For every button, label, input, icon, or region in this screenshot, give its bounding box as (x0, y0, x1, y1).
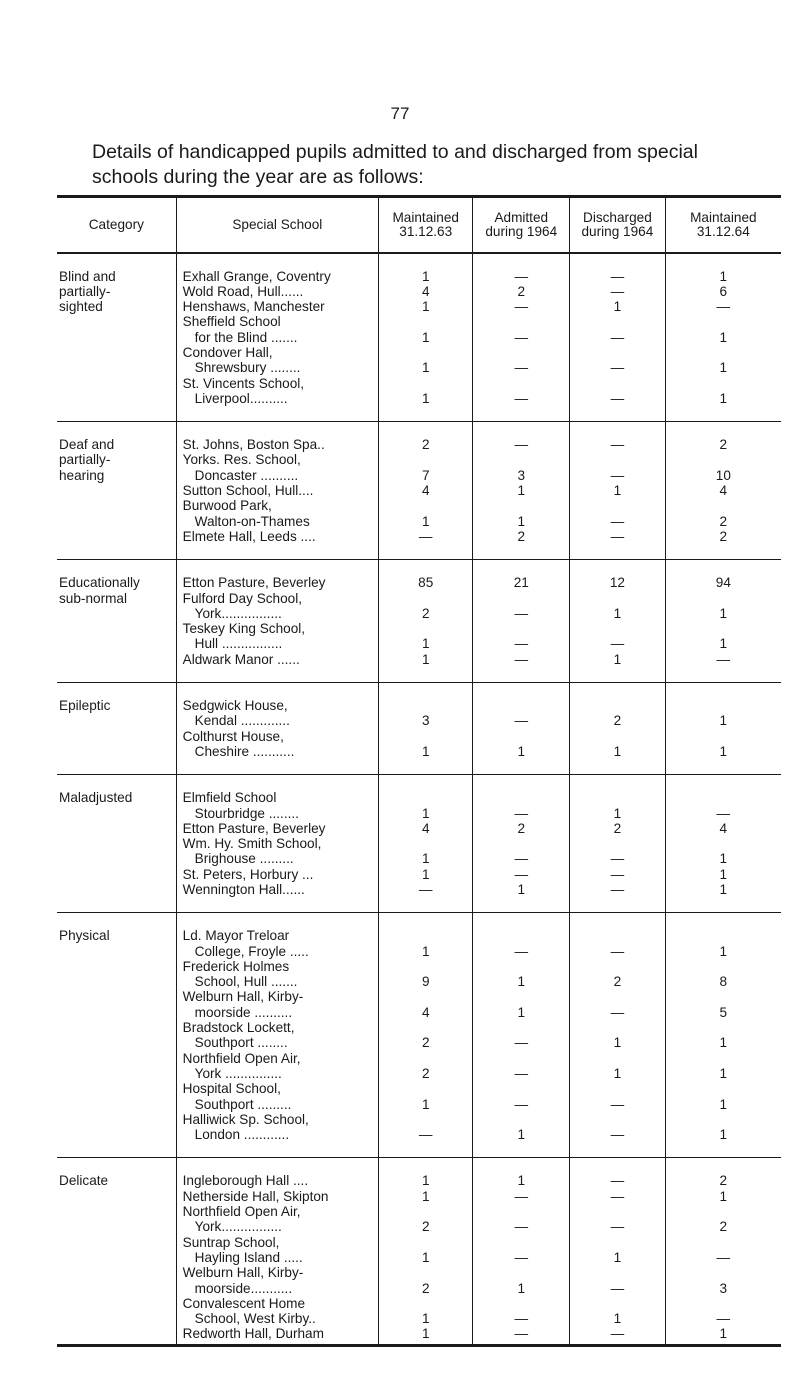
admitted-value: — (473, 606, 570, 621)
table-row (57, 1173, 781, 1188)
maintained-1963-value: 1 (379, 1326, 473, 1341)
maintained-1963-value: 1 (379, 1173, 473, 1188)
table-row (57, 944, 781, 959)
maintained-1963-value: — (379, 1127, 473, 1142)
school-name: Welburn Hall, Kirby- (176, 1265, 378, 1280)
maintained-1964-value: 5 (719, 1004, 728, 1020)
school-name: Burwood Park, (176, 498, 378, 513)
maintained-1963-value: 4 (379, 1005, 473, 1020)
maintained-1963-value: 1 (379, 391, 473, 406)
maintained-1964-value: 1 (719, 943, 728, 959)
table-row (57, 867, 781, 882)
admitted-value: — (473, 1035, 570, 1050)
admitted-value: — (473, 713, 570, 728)
discharged-value: — (570, 867, 666, 882)
table-row (57, 1066, 781, 1081)
discharged-value: — (570, 330, 666, 345)
school-name: Yorks. Res. School, (176, 452, 378, 467)
maintained-1964-value: 3 (719, 1280, 728, 1296)
maintained-1963-value: 1 (379, 867, 473, 882)
discharged-value: 1 (570, 652, 666, 667)
discharged-value: 2 (570, 821, 666, 836)
table-row (57, 284, 781, 299)
admitted-value: — (473, 269, 570, 284)
school-name: Redworth Hall, Durham (176, 1326, 378, 1341)
category-label: Maladjusted (57, 790, 176, 805)
school-name: School, West Kirby.. (176, 1311, 378, 1326)
table-row (57, 1281, 781, 1296)
school-name: Stourbridge ........ (176, 806, 378, 821)
category-group (57, 560, 781, 683)
maintained-1964-value: — (716, 651, 731, 667)
admitted-value: 1 (473, 1005, 570, 1020)
school-name: York................ (176, 606, 378, 621)
header-maintained-1964: Maintained 31.12.64 (665, 197, 781, 253)
maintained-1964-value: 1 (719, 851, 728, 867)
maintained-1964-value: — (716, 299, 731, 315)
table-row (57, 1112, 781, 1127)
maintained-1964-value: 1 (719, 360, 728, 376)
school-name: Halliwick Sp. School, (176, 1112, 378, 1127)
school-name: Colthurst House, (176, 729, 378, 744)
admitted-value: 21 (473, 575, 570, 590)
table-row (57, 1204, 781, 1219)
discharged-value: 12 (570, 575, 666, 590)
table-row (57, 744, 781, 759)
discharged-value: — (570, 284, 666, 299)
school-name: Wm. Hy. Smith School, (176, 836, 378, 851)
maintained-1963-value: 2 (379, 606, 473, 621)
table-row (57, 1127, 781, 1142)
discharged-value: — (570, 1189, 666, 1204)
school-name: School, Hull ....... (176, 974, 378, 989)
table-row (57, 437, 781, 452)
table-row (57, 1326, 781, 1341)
header-discharged: Discharged during 1964 (570, 197, 666, 253)
discharged-value: 1 (570, 299, 666, 314)
maintained-1964-value: 1 (719, 268, 728, 284)
category-group (57, 253, 781, 422)
category-group (57, 913, 781, 1158)
maintained-1963-value: — (379, 529, 473, 544)
school-name: Northfield Open Air, (176, 1204, 378, 1219)
table-row (57, 514, 781, 529)
school-name: Etton Pasture, Beverley (176, 821, 378, 836)
category-label: hearing (57, 468, 176, 483)
header-special-school: Special School (176, 197, 378, 253)
admitted-value: — (473, 1097, 570, 1112)
table-row (57, 621, 781, 636)
admitted-value: — (473, 1189, 570, 1204)
discharged-value: — (570, 1097, 666, 1112)
school-name: St. Johns, Boston Spa.. (176, 437, 378, 452)
discharged-value: — (570, 944, 666, 959)
maintained-1963-value: 1 (379, 1189, 473, 1204)
maintained-1964-value: 4 (719, 483, 728, 499)
table-row (57, 529, 781, 544)
school-name: College, Froyle ..... (176, 944, 378, 959)
school-name: London ............ (176, 1127, 378, 1142)
school-name: Sutton School, Hull.... (176, 483, 378, 498)
school-name: Wennington Hall...... (176, 882, 378, 897)
maintained-1963-value: 1 (379, 1250, 473, 1265)
category-group (57, 683, 781, 775)
maintained-1964-value: — (716, 1311, 731, 1327)
table-row (57, 1265, 781, 1280)
admitted-value: 1 (473, 744, 570, 759)
table-row (57, 468, 781, 483)
discharged-value: — (570, 1281, 666, 1296)
table-row (57, 882, 781, 897)
intro-paragraph: Details of handicapped pupils admitted to and discharged from special schools during the year are as follows: (92, 141, 698, 188)
discharged-value: — (570, 1326, 666, 1341)
admitted-value: — (473, 851, 570, 866)
admitted-value: — (473, 652, 570, 667)
admitted-value: 1 (473, 974, 570, 989)
maintained-1964-value: 2 (719, 1219, 728, 1235)
admitted-value: — (473, 944, 570, 959)
school-name: Ingleborough Hall .... (176, 1173, 378, 1188)
table-row (57, 314, 781, 329)
school-name: St. Peters, Horbury ... (176, 867, 378, 882)
maintained-1963-value: 1 (379, 514, 473, 529)
table-row (57, 360, 781, 375)
discharged-value: — (570, 1173, 666, 1188)
table-row (57, 851, 781, 866)
discharged-value: — (570, 851, 666, 866)
admitted-value: 2 (473, 529, 570, 544)
school-name: Liverpool.......... (176, 391, 378, 406)
school-name: for the Blind ....... (176, 330, 378, 345)
maintained-1964-value: 2 (719, 513, 728, 529)
school-name: Hayling Island ..... (176, 1250, 378, 1265)
table-row (57, 1189, 781, 1204)
table-row (57, 330, 781, 345)
discharged-value: 1 (570, 806, 666, 821)
table-row (57, 974, 781, 989)
admitted-value: — (473, 360, 570, 375)
table-row (57, 1020, 781, 1035)
school-name: Fulford Day School, (176, 591, 378, 606)
admitted-value: 1 (473, 514, 570, 529)
table-row (57, 989, 781, 1004)
maintained-1964-value: 1 (719, 1127, 728, 1143)
maintained-1964-value: 1 (719, 1326, 728, 1342)
table-row (57, 1051, 781, 1066)
discharged-value: 1 (570, 1311, 666, 1326)
table-row (57, 498, 781, 513)
admitted-value: — (473, 330, 570, 345)
school-name: Aldwark Manor ...... (176, 652, 378, 667)
school-name: moorside .......... (176, 1005, 378, 1020)
table-row (57, 713, 781, 728)
school-name: Etton Pasture, Beverley (176, 575, 378, 590)
maintained-1963-value: 85 (379, 575, 473, 590)
school-name: Bradstock Lockett, (176, 1020, 378, 1035)
maintained-1963-value: 2 (379, 437, 473, 452)
admitted-value: 1 (473, 1173, 570, 1188)
maintained-1963-value: 4 (379, 483, 473, 498)
school-name: Walton-on-Thames (176, 514, 378, 529)
admitted-value: — (473, 806, 570, 821)
admitted-value: — (473, 1326, 570, 1341)
school-name: Ld. Mayor Treloar (176, 928, 378, 943)
maintained-1963-value: 1 (379, 744, 473, 759)
admitted-value: — (473, 636, 570, 651)
admitted-value: 1 (473, 1127, 570, 1142)
table-row (57, 606, 781, 621)
table-row (57, 1081, 781, 1096)
maintained-1964-value: 1 (719, 866, 728, 882)
maintained-1964-value: 4 (719, 820, 728, 836)
maintained-1964-value: 2 (719, 437, 728, 453)
discharged-value: — (570, 1005, 666, 1020)
table-row (57, 1296, 781, 1311)
maintained-1964-value: 1 (719, 329, 728, 345)
maintained-1964-value: 94 (715, 575, 731, 591)
maintained-1963-value: 1 (379, 299, 473, 314)
discharged-value: 2 (570, 974, 666, 989)
school-name: Elmete Hall, Leeds .... (176, 529, 378, 544)
school-name: Henshaws, Manchester (176, 299, 378, 314)
maintained-1963-value: 4 (379, 284, 473, 299)
table-row (57, 575, 781, 590)
table-row (57, 836, 781, 851)
category-label: Deaf and (57, 437, 176, 452)
maintained-1964-value: 1 (719, 1188, 728, 1204)
maintained-1964-value: 1 (719, 1035, 728, 1051)
maintained-1964-value: 1 (719, 882, 728, 897)
school-name: Condover Hall, (176, 345, 378, 360)
school-name: Teskey King School, (176, 621, 378, 636)
school-name: Suntrap School, (176, 1235, 378, 1250)
school-name: Northfield Open Air, (176, 1051, 378, 1066)
maintained-1964-value: 1 (719, 1065, 728, 1081)
maintained-1963-value: 1 (379, 360, 473, 375)
category-group (57, 775, 781, 913)
admitted-value: — (473, 1250, 570, 1265)
maintained-1963-value: — (379, 882, 473, 897)
discharged-value: — (570, 468, 666, 483)
maintained-1964-value: 1 (719, 605, 728, 621)
maintained-1964-value: 1 (719, 713, 728, 729)
maintained-1963-value: 1 (379, 269, 473, 284)
table-row (57, 299, 781, 314)
admitted-value: — (473, 1066, 570, 1081)
discharged-value: — (570, 1219, 666, 1234)
school-name: Frederick Holmes (176, 959, 378, 974)
school-name: Elmfield School (176, 790, 378, 805)
category-label: Epileptic (57, 698, 176, 713)
table-row (57, 1035, 781, 1050)
school-name: moorside........... (176, 1281, 378, 1296)
table-row (57, 636, 781, 651)
maintained-1963-value: 1 (379, 944, 473, 959)
maintained-1963-value: 2 (379, 1281, 473, 1296)
school-name: Shrewsbury ........ (176, 360, 378, 375)
table-row (57, 345, 781, 360)
admitted-value: — (473, 391, 570, 406)
maintained-1963-value: 3 (379, 713, 473, 728)
page-number: 77 (390, 104, 410, 123)
table-row (57, 959, 781, 974)
admitted-value: — (473, 437, 570, 452)
discharged-value: 1 (570, 483, 666, 498)
maintained-1964-value: 1 (719, 390, 728, 406)
admitted-value: — (473, 299, 570, 314)
table-row (57, 1235, 781, 1250)
school-name: Wold Road, Hull...... (176, 284, 378, 299)
maintained-1963-value: 1 (379, 652, 473, 667)
maintained-1963-value: 2 (379, 1066, 473, 1081)
table-row (57, 483, 781, 498)
category-label: Blind and (57, 269, 176, 284)
school-name: York................ (176, 1219, 378, 1234)
admitted-value: 1 (473, 483, 570, 498)
school-name: York ............... (176, 1066, 378, 1081)
admitted-value: — (473, 867, 570, 882)
school-name: Welburn Hall, Kirby- (176, 989, 378, 1004)
school-name: Hospital School, (176, 1081, 378, 1096)
category-label: sub-normal (57, 591, 176, 606)
school-name: Sheffield School (176, 314, 378, 329)
maintained-1964-value: 10 (715, 467, 731, 483)
table-row (57, 1250, 781, 1265)
maintained-1964-value: 2 (719, 528, 728, 544)
table-row (57, 821, 781, 836)
table-row (57, 729, 781, 744)
table-header-row (57, 197, 781, 253)
maintained-1963-value: 1 (379, 1311, 473, 1326)
admitted-value: 3 (473, 468, 570, 483)
maintained-1964-value: — (716, 1249, 731, 1265)
school-name: Cheshire ........... (176, 744, 378, 759)
header-category: Category (57, 197, 176, 253)
table-row (57, 652, 781, 667)
table-row (57, 1005, 781, 1020)
maintained-1963-value: 9 (379, 974, 473, 989)
discharged-value: 1 (570, 1250, 666, 1265)
maintained-1963-value: 1 (379, 636, 473, 651)
admitted-value: 2 (473, 284, 570, 299)
maintained-1964-value: 1 (719, 1096, 728, 1112)
discharged-value: 2 (570, 713, 666, 728)
maintained-1963-value: 7 (379, 468, 473, 483)
category-group (57, 422, 781, 560)
handicapped-pupils-table (57, 195, 781, 1347)
maintained-1964-value: 1 (719, 636, 728, 652)
category-group (57, 1158, 781, 1345)
admitted-value: 1 (473, 882, 570, 897)
table-row (57, 452, 781, 467)
category-label: partially- (57, 284, 176, 299)
school-name: Doncaster .......... (176, 468, 378, 483)
school-name: Convalescent Home (176, 1296, 378, 1311)
maintained-1963-value: 1 (379, 851, 473, 866)
school-name: Southport ........ (176, 1035, 378, 1050)
discharged-value: — (570, 391, 666, 406)
maintained-1964-value: 6 (719, 283, 728, 299)
maintained-1964-value: 1 (719, 743, 728, 759)
table-row (57, 391, 781, 406)
table-row (57, 591, 781, 606)
maintained-1963-value: 1 (379, 330, 473, 345)
admitted-value: — (473, 1219, 570, 1234)
discharged-value: 1 (570, 606, 666, 621)
header-admitted: Admitted during 1964 (473, 197, 570, 253)
discharged-value: — (570, 514, 666, 529)
maintained-1963-value: 2 (379, 1035, 473, 1050)
table-row (57, 269, 781, 284)
discharged-value: — (570, 882, 666, 897)
maintained-1964-value: — (716, 805, 731, 821)
maintained-1963-value: 2 (379, 1219, 473, 1234)
discharged-value: — (570, 636, 666, 651)
table-row (57, 928, 781, 943)
maintained-1963-value: 1 (379, 806, 473, 821)
discharged-value: 1 (570, 1035, 666, 1050)
school-name: Southport ......... (176, 1097, 378, 1112)
discharged-value: 1 (570, 744, 666, 759)
school-name: Brighouse ......... (176, 851, 378, 866)
school-name: St. Vincents School, (176, 376, 378, 391)
table-row (57, 790, 781, 805)
school-name: Hull ................ (176, 636, 378, 651)
discharged-value: — (570, 269, 666, 284)
discharged-value: — (570, 529, 666, 544)
school-name: Sedgwick House, (176, 698, 378, 713)
category-label: Educationally (57, 575, 176, 590)
table-row (57, 1097, 781, 1112)
school-name: Netherside Hall, Skipton (176, 1189, 378, 1204)
category-label: Physical (57, 928, 176, 943)
admitted-value: — (473, 1311, 570, 1326)
discharged-value: — (570, 1127, 666, 1142)
table-row (57, 376, 781, 391)
school-name: Exhall Grange, Coventry (176, 269, 378, 284)
maintained-1964-value: 2 (719, 1173, 728, 1189)
discharged-value: 1 (570, 1066, 666, 1081)
table-row (57, 806, 781, 821)
category-label: Delicate (57, 1173, 176, 1188)
maintained-1963-value: 1 (379, 1097, 473, 1112)
discharged-value: — (570, 360, 666, 375)
table-row (57, 698, 781, 713)
table-row (57, 1219, 781, 1234)
discharged-value: — (570, 437, 666, 452)
school-name: Kendal ............. (176, 713, 378, 728)
header-maintained-1963: Maintained 31.12.63 (379, 197, 473, 253)
category-label: sighted (57, 299, 176, 314)
maintained-1964-value: 8 (719, 974, 728, 990)
admitted-value: 1 (473, 1281, 570, 1296)
maintained-1963-value: 4 (379, 821, 473, 836)
table-row (57, 1311, 781, 1326)
category-label: partially- (57, 452, 176, 467)
admitted-value: 2 (473, 821, 570, 836)
